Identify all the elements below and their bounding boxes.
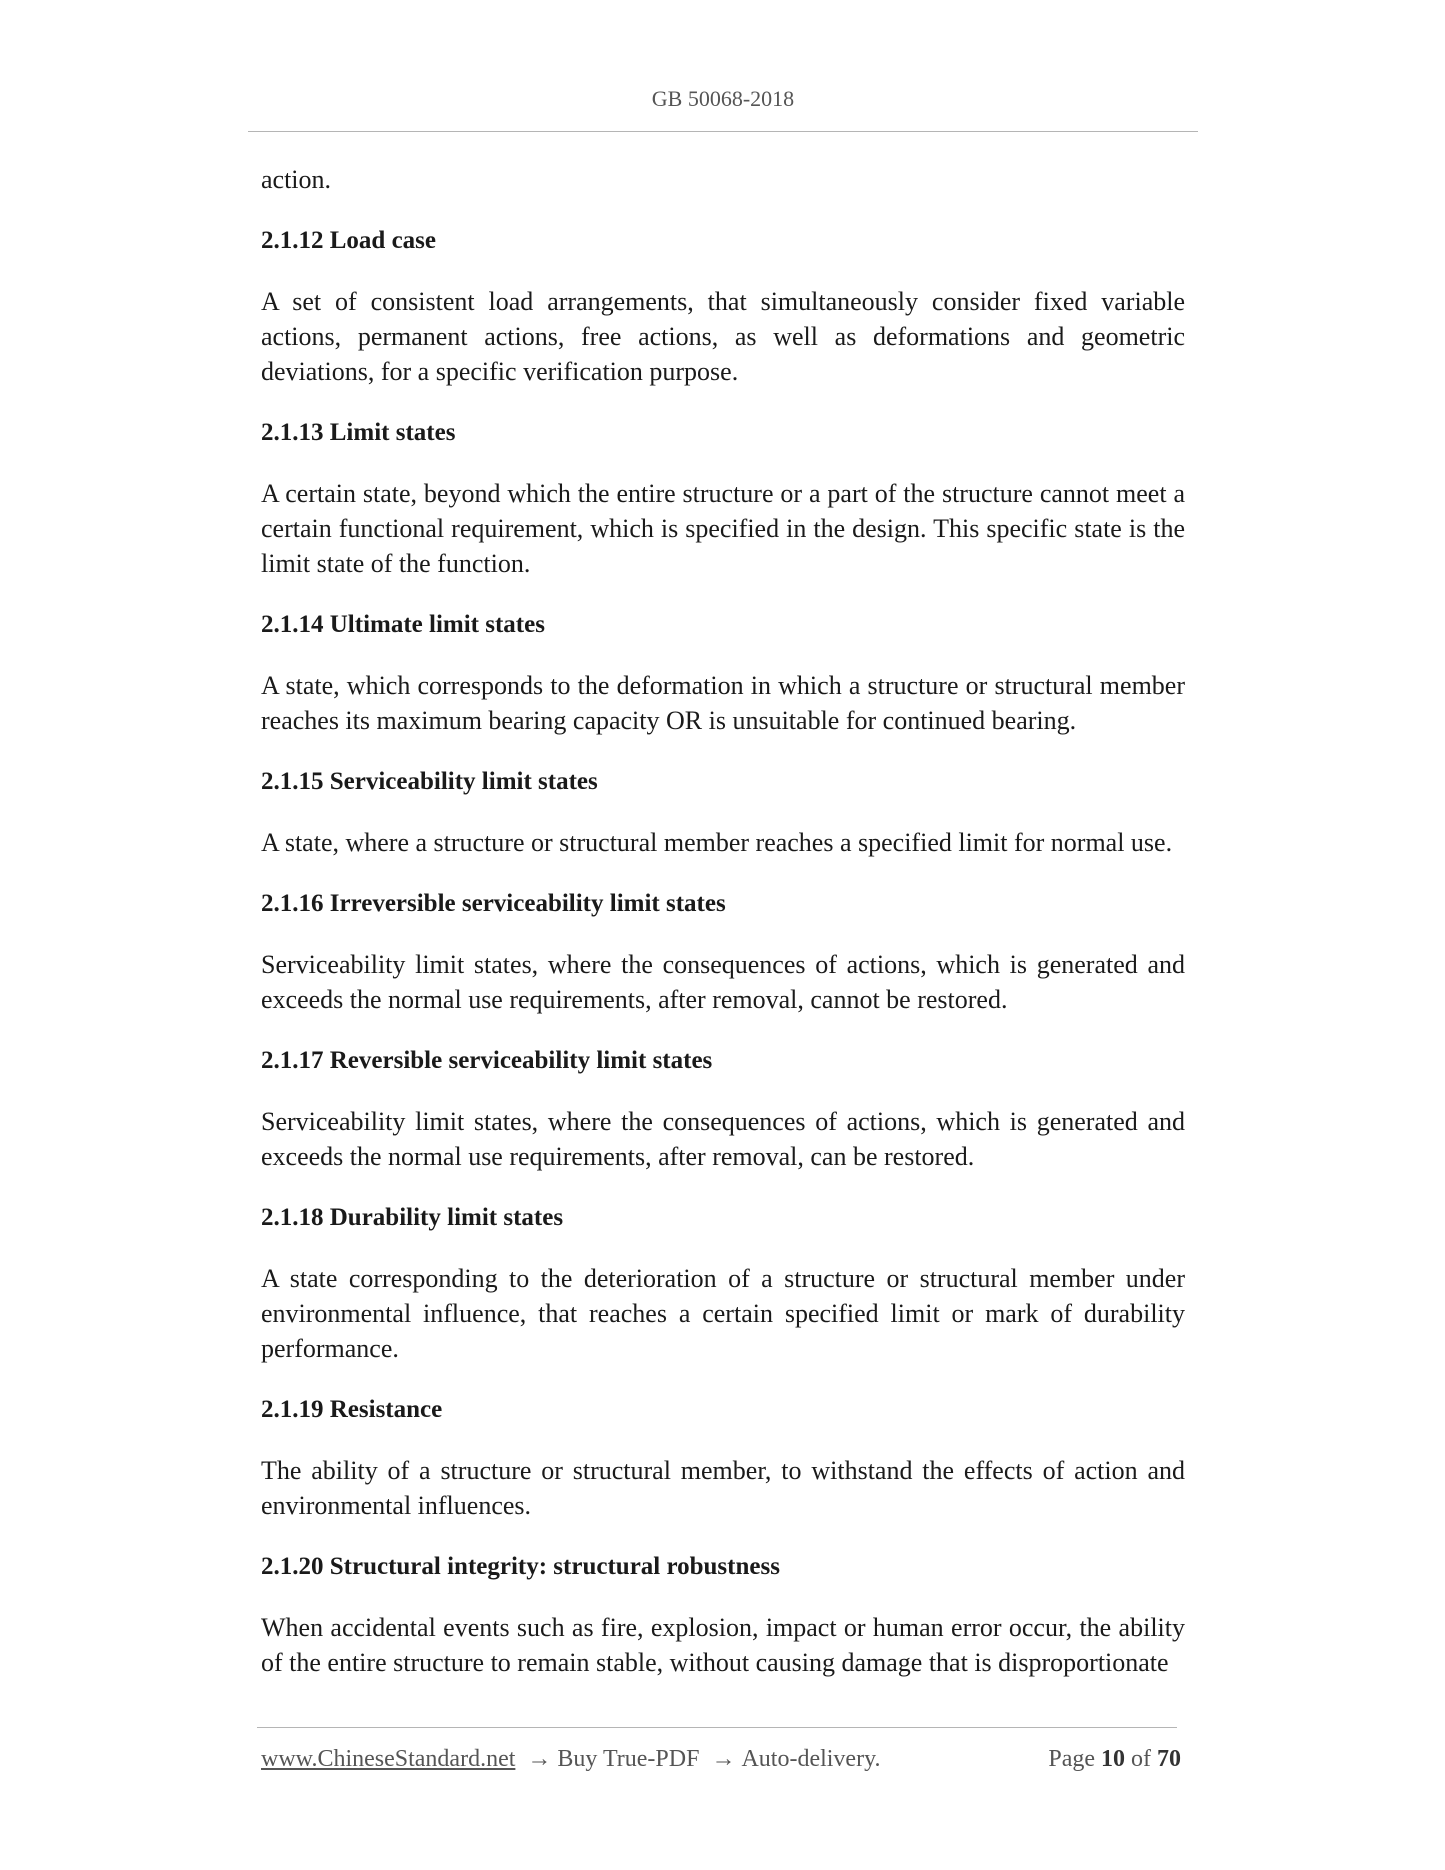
section-title: 2.1.14 Ultimate limit states — [261, 611, 545, 638]
website-link[interactable]: www.ChineseStandard.net — [261, 1746, 516, 1772]
definition-section — [261, 886, 1185, 1017]
definition-section — [261, 607, 1185, 738]
section-body: A set of consistent load arrangements, that simultaneously consider fixed variable actions, permanent actions, free actions, as well as deformations and geometric deviations, for a specific verification purpose. — [261, 287, 1185, 386]
section-body: When accidental events such as fire, explosion, impact or human error occur, the ability of the entire structure to remain stable, without causing damage that is disproportionate — [261, 1613, 1185, 1677]
footer-promo — [261, 1746, 881, 1773]
page-label: Page — [1048, 1746, 1095, 1772]
section-title: 2.1.12 Load case — [261, 227, 436, 254]
definition-section — [261, 1549, 1185, 1680]
section-body: A state corresponding to the deterioration of a structure or structural member under environmental influence, that reaches a certain specified limit or mark of durability performance. — [261, 1264, 1185, 1363]
definition-section — [261, 415, 1185, 581]
buy-pdf-text: Buy True-PDF — [557, 1746, 700, 1772]
section-title: 2.1.18 Durability limit states — [261, 1204, 564, 1231]
section-body: Serviceability limit states, where the consequences of actions, which is generated and exceeds the normal use requirements, after removal, can be restored. — [261, 1107, 1185, 1171]
auto-delivery-text: Auto-delivery. — [741, 1746, 881, 1772]
section-body: A state, which corresponds to the deformation in which a structure or structural member reaches its maximum bearing capacity OR is unsuitable for continued bearing. — [261, 671, 1185, 735]
page-indicator — [1048, 1746, 1181, 1773]
section-title: 2.1.17 Reversible serviceability limit states — [261, 1047, 713, 1074]
section-title: 2.1.20 Structural integrity: structural robustness — [261, 1553, 780, 1580]
section-body: The ability of a structure or structural member, to withstand the effects of action and environmental influences. — [261, 1456, 1185, 1520]
section-list — [261, 223, 1185, 1680]
section-body: A certain state, beyond which the entire structure or a part of the structure cannot meet a certain functional requirement, which is specified in the design. This specific state is the limit state of the function. — [261, 479, 1185, 578]
continued-text: action. — [261, 165, 332, 194]
page-number: 10 — [1101, 1746, 1125, 1772]
definition-section — [261, 1392, 1185, 1523]
section-body: A state, where a structure or structural member reaches a specified limit for normal use. — [261, 828, 1173, 857]
arrow-right-icon: → — [711, 1746, 736, 1772]
section-title: 2.1.19 Resistance — [261, 1396, 443, 1423]
of-label: of — [1131, 1746, 1151, 1772]
footer-divider — [257, 1727, 1177, 1728]
header-divider — [248, 131, 1198, 132]
definition-section — [261, 1200, 1185, 1366]
page-total: 70 — [1157, 1746, 1181, 1772]
section-title: 2.1.16 Irreversible serviceability limit states — [261, 890, 726, 917]
section-title: 2.1.15 Serviceability limit states — [261, 768, 598, 795]
definition-section — [261, 764, 1185, 860]
definition-section — [261, 223, 1185, 389]
document-header: GB 50068-2018 — [651, 86, 795, 111]
definition-section — [261, 1043, 1185, 1174]
arrow-right-icon: → — [527, 1746, 552, 1772]
page-content — [261, 162, 1185, 1706]
section-body: Serviceability limit states, where the consequences of actions, which is generated and exceeds the normal use requirements, after removal, cannot be restored. — [261, 950, 1185, 1014]
section-title: 2.1.13 Limit states — [261, 419, 456, 446]
